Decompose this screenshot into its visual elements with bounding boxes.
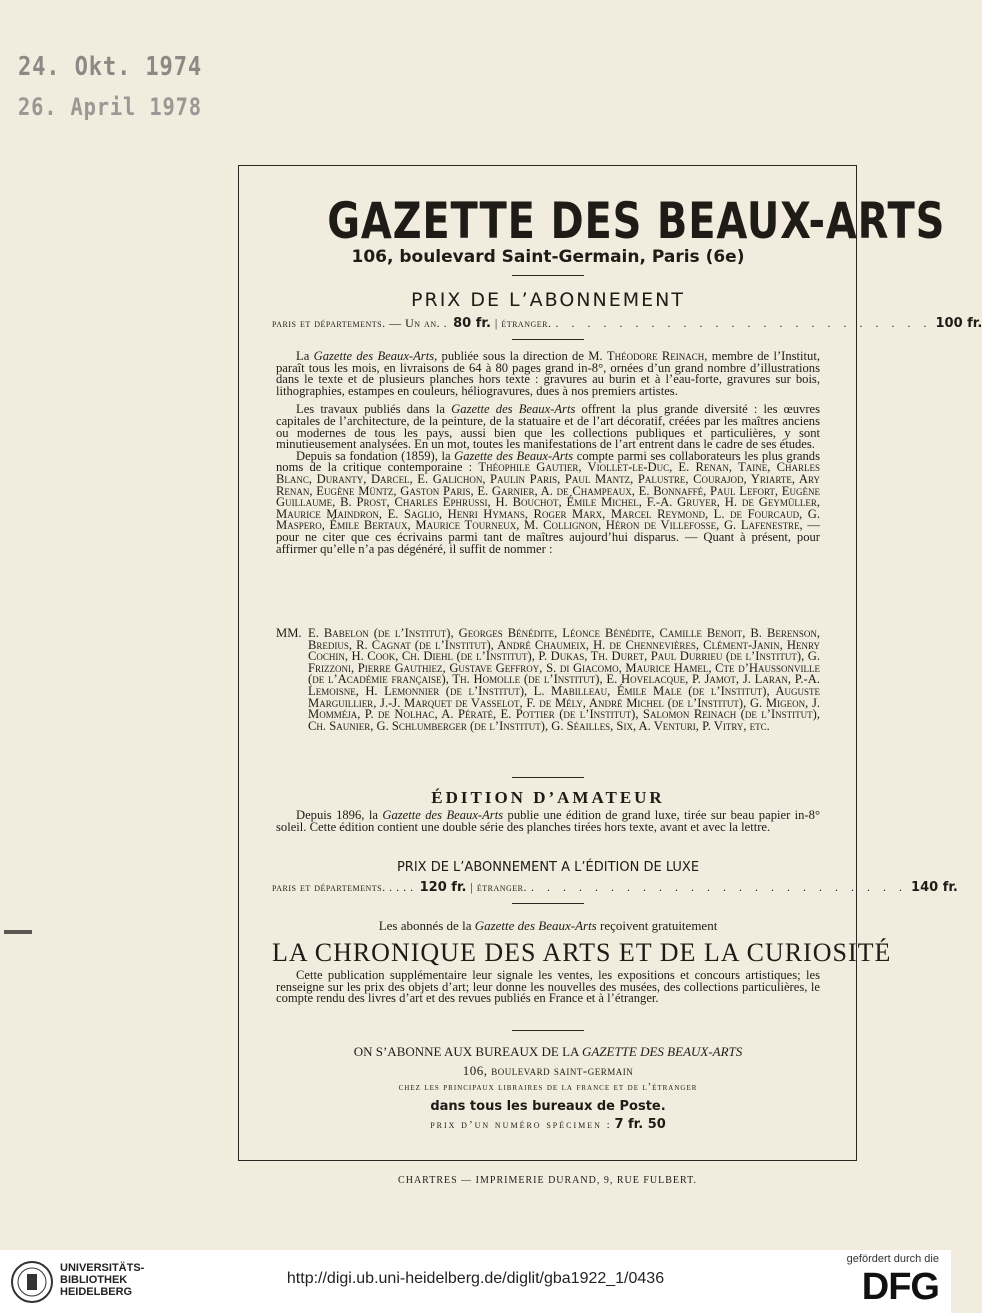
- subscription-heading: PRIX DE L’ABONNEMENT: [411, 289, 685, 311]
- journal-address: 106, boulevard Saint-Germain, Paris (6e): [351, 247, 745, 267]
- viewer-footer: [0, 1250, 951, 1313]
- divider: [512, 339, 584, 340]
- past-collaborators: Théophile Gautier, Viollet-le-Duc, E. Renan, Taine, Charles Blanc, Duranty, Darcel, E. Galichon, Paulin Paris, Paul Mantz, Palustre, Courajod, Yriarte, Ary Renan, Eugène Müntz, Gaston Paris, E. Garnier, A. de Champeaux, E. Bonnaffé, Paul Lefort, Eugène Guillaume, B. Prost, Charles Ephrussi, H. Bouchot, Émile Michel, F.-A. Gruyer, H. de Geymüller, Maurice Maindron, E. Saglio, Henri Hymans, Roger Marx, Marcel Reymond, L. de Fourcaud, G. Maspero, Émile Bertaux, Maurice Tourneux, M. Collignon, Héron de Villefosse, G. Lafenestre,: [276, 460, 820, 533]
- edition-amateur-text: Depuis 1896, la Gazette des Beaux-Arts publie une édition de grand luxe, tirée sur beau papier in-8° soleil. Cette édition contient une double série des planches tirées hors texte, avant et avec la lettre.: [276, 808, 821, 834]
- subscribe-address: 106, boulevard saint-germain: [462, 1063, 634, 1078]
- funded-by-caption: gefördert durch die: [846, 1253, 939, 1265]
- abonnes-line: Les abonnés de la Gazette des Beaux-Arts reçoivent gratuitement: [378, 918, 718, 933]
- contributors-label: MM.: [276, 626, 302, 640]
- subscription-price-line: [272, 316, 982, 331]
- paris-price: 80 fr.: [453, 316, 491, 331]
- gazette-name: Gazette des Beaux-Arts: [474, 918, 597, 933]
- etranger-price: 100 fr.: [935, 316, 982, 331]
- library-name: UNIVERSITÄTS- BIBLIOTHEK HEIDELBERG: [60, 1262, 145, 1298]
- luxe-price-line: [272, 880, 958, 895]
- printer-line: CHARTRES — IMPRIMERIE DURAND, 9, RUE FULBERT.: [398, 1175, 697, 1186]
- paris-label: paris et départements. — Un an. .: [272, 316, 448, 330]
- dfg-logo: DFG: [861, 1266, 939, 1308]
- divider: [512, 1030, 584, 1031]
- journal-title: GAZETTE DES BEAUX-ARTS: [327, 192, 946, 250]
- intro-paragraph-1: La Gazette des Beaux-Arts, publiée sous la direction de M. Théodore Reinach, membre de l’Institut, paraît tous les mois, en livraisons de 64 à 80 pages grand in-8°, ornées d’un grand nombre d’illustrations dans le texte et de plusieurs planches hors texte : gravures au burin et à l’eau-forte, gravures sur bois, lithographies, estampes en couleurs, héliogravures, dues à nos premiers artistes.: [276, 349, 820, 398]
- specimen-price-line: [272, 1117, 824, 1132]
- etranger-label: | étranger.: [494, 316, 552, 330]
- edition-amateur-title: ÉDITION D’AMATEUR: [431, 788, 665, 807]
- gazette-name: GAZETTE DES BEAUX-ARTS: [581, 1044, 743, 1059]
- specimen-label: prix d’un numéro spécimen :: [430, 1119, 612, 1131]
- subscribe-poste: dans tous les bureaux de Poste.: [430, 1099, 666, 1114]
- gazette-name: Gazette des Beaux-Arts,: [313, 349, 438, 363]
- permalink-url[interactable]: http://digi.ub.uni-heidelberg.de/diglit/gba1922_1/0436: [286, 1270, 665, 1287]
- contributors-list: [276, 628, 820, 732]
- etranger-label: | étranger.: [470, 880, 528, 894]
- divider: [512, 777, 584, 778]
- divider: [512, 903, 584, 904]
- received-date-stamp: 24. Okt. 1974: [18, 52, 203, 82]
- subscribe-line: ON S’ABONNE AUX BUREAUX DE LA GAZETTE DES BEAUX-ARTS: [353, 1044, 743, 1059]
- margin-mark: [4, 930, 32, 934]
- intro-paragraph-3: Depuis sa fondation (1859), la Gazette des Beaux-Arts compte parmi ses collaborateurs les plus grands noms de la critique contemporaine : Théophile Gautier, Viollet-le-Duc, E. Renan, Taine, Charles Blanc, Duranty, Darcel, E. Galichon, Paulin Paris, Paul Mantz, Palustre, Courajod, Yriarte, Ary Renan, Eugène Müntz, Gaston Paris, E. Garnier, A. de Champeaux, E. Bonnaffé, Paul Lefort, Eugène Guillaume, B. Prost, Charles Ephrussi, H. Bouchot, Émile Michel, F.-A. Gruyer, H. de Geymüller, Maurice Maindron, E. Saglio, Henri Hymans, Roger Marx, Marcel Reymond, L. de Fourcaud, G. Maspero, Émile Bertaux, Maurice Tourneux, M. Collignon, Héron de Villefosse, G. Lafenestre, — pour ne citer que ces écrivains parmi tant de maîtres aujourd’hui disparus. — Quant à présent, pour affirmer qu’elle n’a pas dégénéré, il suffit de nommer :: [276, 448, 820, 556]
- contributors-names: E. Babelon (de l’Institut), Georges Bénédite, Léonce Bénédite, Camille Benoit, B. Berenson, Bredius, R. Cagnat (de l’Institut), André Chaumeix, H. de Chennevières, Clément-Janin, Henry Cochin, H. Cook, Ch. Diehl (de l’Institut), P. Dukas, Th. Duret, Paul Durrieu (de l’Institut), G. Frizzoni, Pierre Gauthiez, Gustave Geffroy, S. di Giacomo, Maurice Hamel, Cte d’Haussonville (de l’Académie française), Th. Homolle (de l’Institut), E. Hovelacque, P. Jamot, J. Laran, P.-A. Lemoisne, H. Lemonnier (de l’Institut), L. Mabilleau, Émile Male (de l’Institut), Auguste Marguillier, J.-J. Marquet de Vasselot, F. de Mély, André Michel (de l’Institut), G. Migeon, J. Momméja, P. de Nolhac, A. Pératé, E. Pottier (de l’Institut), Salomon Reinach (de l’Institut), Ch. Saunier, G. Schlumberger (de l’Institut), G. Séailles, Six, A. Venturi, P. Vitry, etc.: [308, 626, 820, 733]
- paris-price: 120 fr.: [419, 880, 467, 895]
- divider: [512, 275, 584, 276]
- chronique-text: Cette publication supplémentaire leur signale les ventes, les expositions et concours artistiques; les renseigne sur les prix des objets d’art; leur donne les nouvelles des musées, des collections particulières, le compte rendu des livres d’art et des revues publiés en France et à l’étranger.: [276, 968, 820, 1006]
- intro-text: [276, 351, 820, 555]
- etranger-price: 140 fr.: [911, 880, 958, 895]
- gazette-name: Gazette des Beaux-Arts: [451, 402, 576, 417]
- subscribe-libraires: chez les principaux libraires de la france et de l’étranger: [398, 1082, 698, 1093]
- director-name: Théodore Reinach,: [606, 349, 708, 363]
- returned-date-stamp: 26. April 1978: [18, 93, 202, 121]
- leader-dots: . . . . . . . . . . . . . . . . . . . . . . . .: [531, 880, 908, 894]
- leader-dots: . . . . . . . . . . . . . . . . . . . . . . . .: [555, 316, 932, 330]
- gazette-name: Gazette des Beaux-Arts: [454, 448, 574, 463]
- luxe-price-heading: PRIX DE L’ABONNEMENT A L’ÉDITION DE LUXE: [396, 860, 700, 875]
- paris-label: paris et départements. . . . .: [272, 880, 414, 894]
- specimen-price: 7 fr. 50: [614, 1117, 666, 1132]
- gazette-name: Gazette des Beaux-Arts: [382, 808, 504, 822]
- intro-paragraph-2: Les travaux publiés dans la Gazette des Beaux-Arts offrent la plus grande diversité : les œuvres capitales de l’architecture, de la peinture, de la statuaire et de l’art décoratif, créées par les maîtres anciens ou modernes de tous les pays, aussi bien que les collections publiques et particulières, y sont minutieusement analysées. En un mot, toutes les manifestations de l’art entrent dans le cadre de ses études.: [276, 402, 821, 452]
- chronique-title: LA CHRONIQUE DES ARTS ET DE LA CURIOSITÉ: [272, 938, 892, 967]
